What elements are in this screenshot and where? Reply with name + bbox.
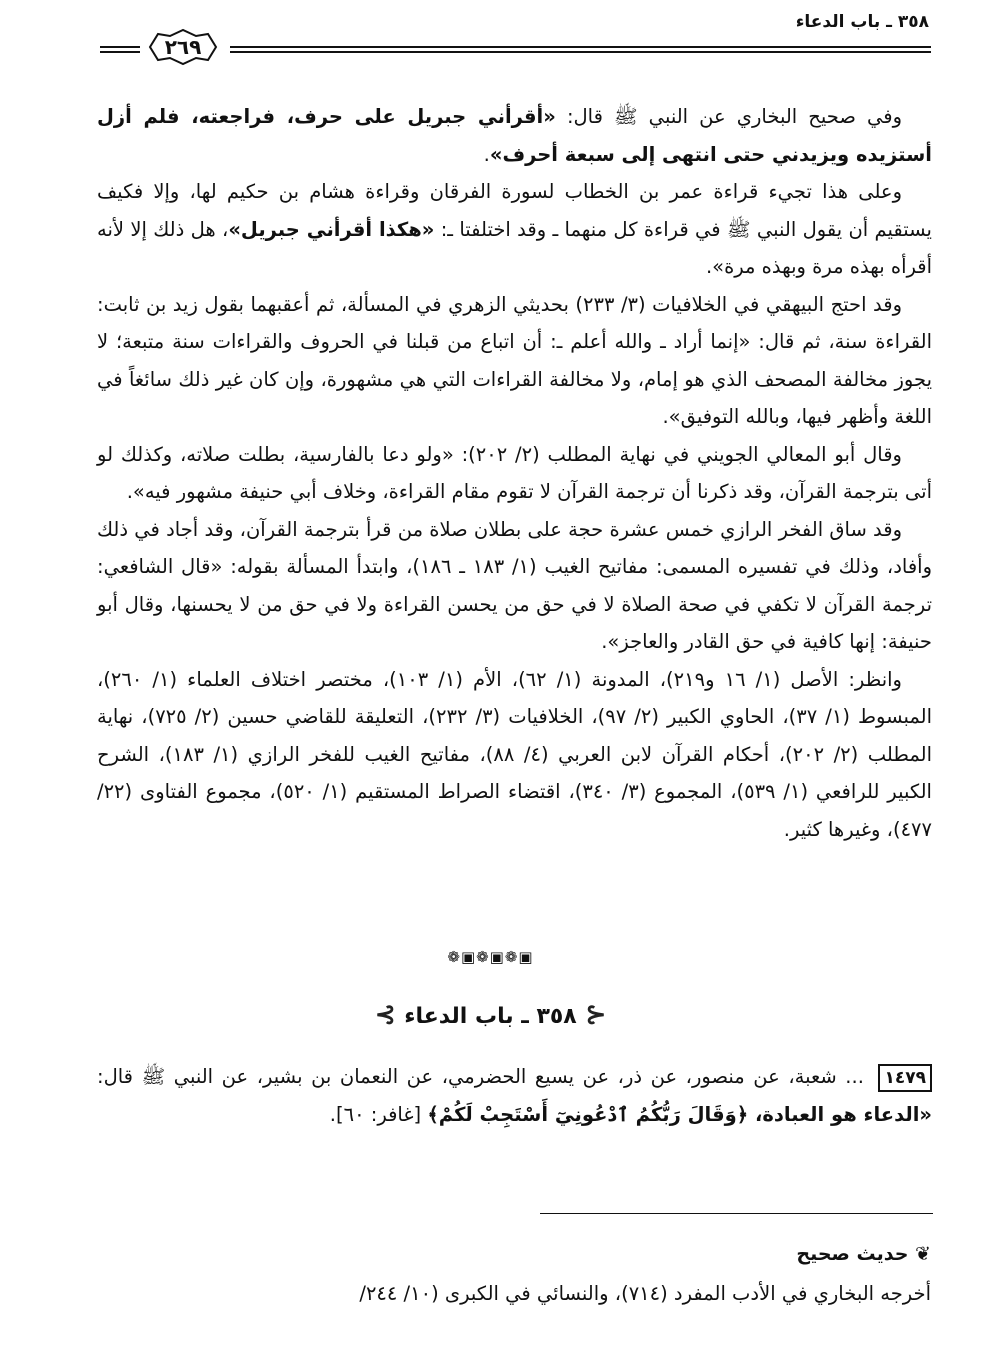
main-text	[97, 98, 932, 848]
text-segment: وقد ساق الفخر الرازي خمس عشرة حجة على بطلان صلاة من قرأ بترجمة القرآن، وقد أجاد في ذلك وأفاد، وذلك في تفسيره المسمى: مفاتيح الغيب (١/ ١٨٣ ـ ١٨٦)، وابتدأ المسألة بقوله: «قال الشافعي: ترجمة القرآن لا تكفي في صحة الصلاة لا في حق من يحسن القراءة ولا في حق من لا يحسنها، وقال أبو حنيفة: إنها كافية في حق القادر والعاجز».	[97, 517, 932, 653]
hadith-text	[97, 1058, 932, 1133]
paragraph	[97, 286, 932, 436]
header-rule	[230, 46, 931, 53]
grade-label: حديث صحيح	[796, 1243, 909, 1265]
text-segment: ... شعبة، عن منصور، عن ذر، عن يسيع الحضرمي، عن النعمان بن بشير، عن النبي ﷺ قال:	[97, 1065, 873, 1088]
text-segment: .	[483, 142, 490, 166]
ornament-bracket-icon: ⊰	[584, 1000, 607, 1030]
paragraph	[97, 98, 932, 173]
ornament-bracket-icon: ⊱	[374, 1000, 397, 1030]
quote-text: «أقرأني جبريل على حرف، فراجعته، فلم أزل أستزيده ويزيدني حتى انتهى إلى سبعة أحرف»	[97, 105, 932, 166]
footnote-text: أخرجه البخاري في الأدب المفرد (٧١٤)، والنسائي في الكبرى (١٠/ ٢٤٤/	[359, 1282, 931, 1305]
chapter-heading	[0, 1000, 981, 1030]
text-segment: وقال أبو المعالي الجويني في نهاية المطلب (٢/ ٢٠٢): «ولو دعا بالفارسية، بطلت صلاته، وكذلك لو أتى بترجمة القرآن، وقد ذكرنا أن ترجمة القرآن لا تقوم مقام القراءة، وخلاف أبي حنيفة مشهور فيه».	[97, 442, 932, 503]
section-ornament: ❁▣❁▣❁▣	[447, 948, 534, 966]
page-number: ٢٦٩	[164, 35, 202, 59]
chapter-title: ٣٥٨ ـ باب الدعاء	[404, 1004, 577, 1029]
text-segment: [غافر: ٦٠].	[329, 1102, 428, 1126]
text-segment: وقد احتج البيهقي في الخلافيات (٣/ ٢٣٣) بحديثي الزهري في المسألة، ثم أعقبهما بقول زيد بن ثابت: القراءة سنة، ثم قال: «إنما أراد ـ والله أعلم ـ: أن اتباع من قبلنا في الحروف والقراءات سنة متبعة؛ لا يجوز مخالفة المصحف الذي هو إمام، ولا مخالفة القراءات التي هي مشهورة، وإن كان غير ذلك سائغاً في اللغة وأظهر فيها، وبالله التوفيق».	[97, 292, 932, 428]
page-number-badge	[140, 28, 226, 66]
running-title: ٣٥٨ ـ باب الدعاء	[795, 12, 929, 32]
header-rule-left	[100, 46, 140, 53]
quote-text: «هكذا أقرأني جبريل»	[228, 217, 435, 241]
text-segment: وانظر: الأصل (١/ ١٦ و٢١٩)، المدونة (١/ ٦٢)، الأم (١/ ١٠٣)، مختصر اختلاف العلماء (١/ ٢٦٠)، المبسوط (١/ ٣٧)، الحاوي الكبير (٢/ ٩٧)، الخلافيات (٣/ ٢٣٢)، التعليقة للقاضي حسين (٢/ ٧٢٥)، نهاية المطلب (٢/ ٢٠٢)، أحكام القرآن لابن العربي (٤/ ٨٨)، مفاتيح الغيب للفخر الرازي (١/ ١٨٣)، الشرح الكبير للرافعي (١/ ٥٣٩)، المجموع (٣/ ٣٤٠)، اقتضاء الصراط المستقيم (١/ ٥٢٠)، مجموع الفتاوى (٢٢/ ٤٧٧)، وغيرها كثير.	[97, 667, 933, 841]
text-segment: وعلى هذا تجيء قراءة عمر بن الخطاب لسورة الفرقان وقراءة هشام بن حكيم لها، وإلا فكيف يستقيم أن يقول النبي ﷺ في قراءة كل منهما ـ وقد اختلفتا ـ:	[97, 180, 932, 241]
paragraph	[97, 173, 932, 286]
paragraph	[97, 511, 932, 661]
paragraph	[97, 436, 932, 511]
paragraph	[97, 661, 932, 849]
text-segment: وفي صحيح البخاري عن النبي ﷺ قال:	[555, 105, 902, 128]
hadith-number: ١٤٧٩	[878, 1064, 932, 1092]
text-segment: ، هل ذلك إلا لأنه أقرأه بهذه مرة وبهذه مرة».	[97, 217, 932, 278]
hadith-grade	[796, 1243, 931, 1265]
footnote-separator	[540, 1213, 933, 1214]
quote-text: «الدعاء هو العبادة، ﴿وَقَالَ رَبُّكُمُ ٱدْعُونِيٓ أَسْتَجِبْ لَكُمْ﴾	[427, 1102, 932, 1126]
book-icon: ❦	[908, 1243, 931, 1265]
